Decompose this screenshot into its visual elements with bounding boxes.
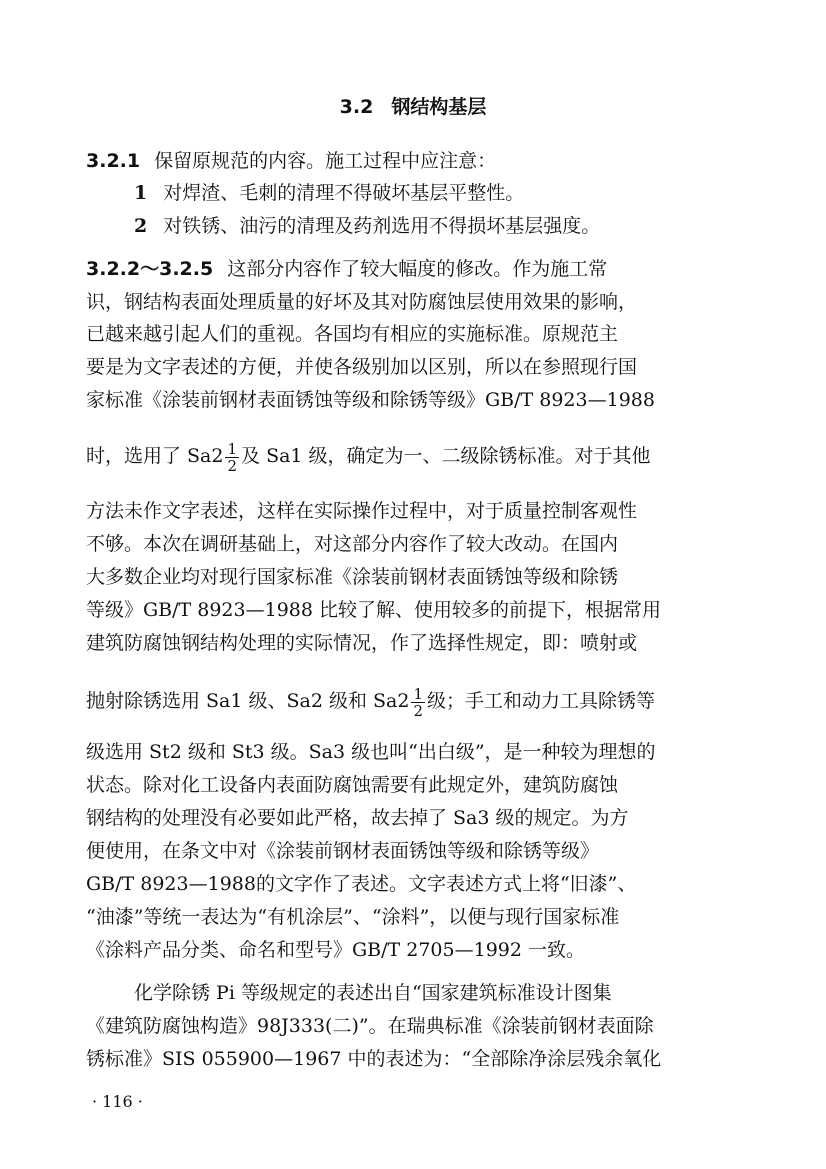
paragraph-line: 不够。本次在调研基础上，对这部分内容作了较大改动。在国内 xyxy=(86,533,619,555)
line-text: 级；手工和动力工具除锈等 xyxy=(427,690,656,712)
paragraph-line: 状态。除对化工设备内表面防腐蚀需要有此规定外，建筑防腐蚀 xyxy=(86,774,619,796)
paragraph-line xyxy=(86,440,746,474)
paragraph-line xyxy=(86,685,746,719)
item-number: 2 xyxy=(134,215,148,237)
paragraph-line: 锈标准》SIS 055900—1967 中的表述为：“全部除净涂层残余氧化 xyxy=(86,1048,662,1070)
fraction-denominator: 2 xyxy=(227,456,238,474)
clause-number: 3.2.1 xyxy=(86,150,141,172)
line-text: 抛射除锈选用 Sa1 级、Sa2 级和 Sa2 xyxy=(86,690,410,712)
paragraph-line: “油漆”等统一表达为“有机涂层”、“涂料”，以便与现行国家标准 xyxy=(86,906,620,928)
clause-text: 保留原规范的内容。施工过程中应注意： xyxy=(154,150,497,172)
paragraph-line: 便使用，在条文中对《涂装前钢材表面锈蚀等级和除锈等级》 xyxy=(86,840,600,862)
fraction-one-half xyxy=(411,686,425,719)
section-title: 钢结构基层 xyxy=(391,96,487,118)
item-text: 对铁锈、油污的清理及药剂选用不得损坏基层强度。 xyxy=(163,215,601,237)
section-number: 3.2 xyxy=(339,96,374,118)
paragraph-line: 方法未作文字表述，这样在实际操作过程中，对于质量控制客观性 xyxy=(86,500,638,522)
paragraph-line: 《建筑防腐蚀构造》98J333(二)”。在瑞典标准《涂装前钢材表面除 xyxy=(86,1015,654,1037)
paragraph-line: 识，钢结构表面处理质量的好坏及其对防腐蚀层使用效果的影响， xyxy=(86,291,638,313)
line-text: 时，选用了 Sa2 xyxy=(86,445,224,467)
line-text: 这部分内容作了较大幅度的修改。作为施工常 xyxy=(227,258,608,280)
paragraph-line: 大多数企业均对现行国家标准《涂装前钢材表面锈蚀等级和除锈 xyxy=(86,566,619,588)
clause-number: 3.2.2～3.2.5 xyxy=(86,258,214,280)
line-text: 及 Sa1 级，确定为一、二级除锈标准。对于其他 xyxy=(241,445,651,467)
paragraph-line: 《涂料产品分类、命名和型号》GB/T 2705—1992 一致。 xyxy=(86,939,586,961)
paragraph-line: 钢结构的处理没有必要如此严格，故去掉了 Sa3 级的规定。为方 xyxy=(86,807,629,829)
paragraph-line: 等级》GB/T 8923—1988 比较了解、使用较多的前提下，根据常用 xyxy=(86,599,662,621)
list-item xyxy=(134,177,746,210)
paragraph-line: GB/T 8923—1988的文字作了表述。文字表述方式上将“旧漆”、 xyxy=(86,873,637,895)
fraction-one-half xyxy=(225,441,239,474)
paragraph-line: 建筑防腐蚀钢结构处理的实际情况，作了选择性规定，即：喷射或 xyxy=(86,632,638,654)
item-number: 1 xyxy=(134,182,148,204)
clause-3-2-1 xyxy=(86,145,746,178)
paragraph-line: 已越来越引起人们的重视。各国均有相应的实施标准。原规范主 xyxy=(86,323,619,345)
paragraph-line: 级选用 St2 级和 St3 级。Sa3 级也叫“出白级”，是一种较为理想的 xyxy=(86,741,656,763)
fraction-numerator: 1 xyxy=(227,440,238,458)
section-heading xyxy=(0,92,826,119)
item-text: 对焊渣、毛刺的清理不得破坏基层平整性。 xyxy=(163,182,525,204)
paragraph-line xyxy=(86,253,746,286)
fraction-numerator: 1 xyxy=(413,685,424,703)
paragraph-line: 要是为文字表述的方便，并使各级别加以区别，所以在参照现行国 xyxy=(86,356,638,378)
paragraph-line: 家标准《涂装前钢材表面锈蚀等级和除锈等级》GB/T 8923—1988 xyxy=(86,389,655,411)
paragraph-line: 化学除锈 Pi 等级规定的表述出自“国家建筑标准设计图集 xyxy=(134,982,612,1004)
fraction-denominator: 2 xyxy=(413,701,424,719)
page-number: · 116 · xyxy=(92,1092,143,1111)
list-item xyxy=(134,210,746,243)
